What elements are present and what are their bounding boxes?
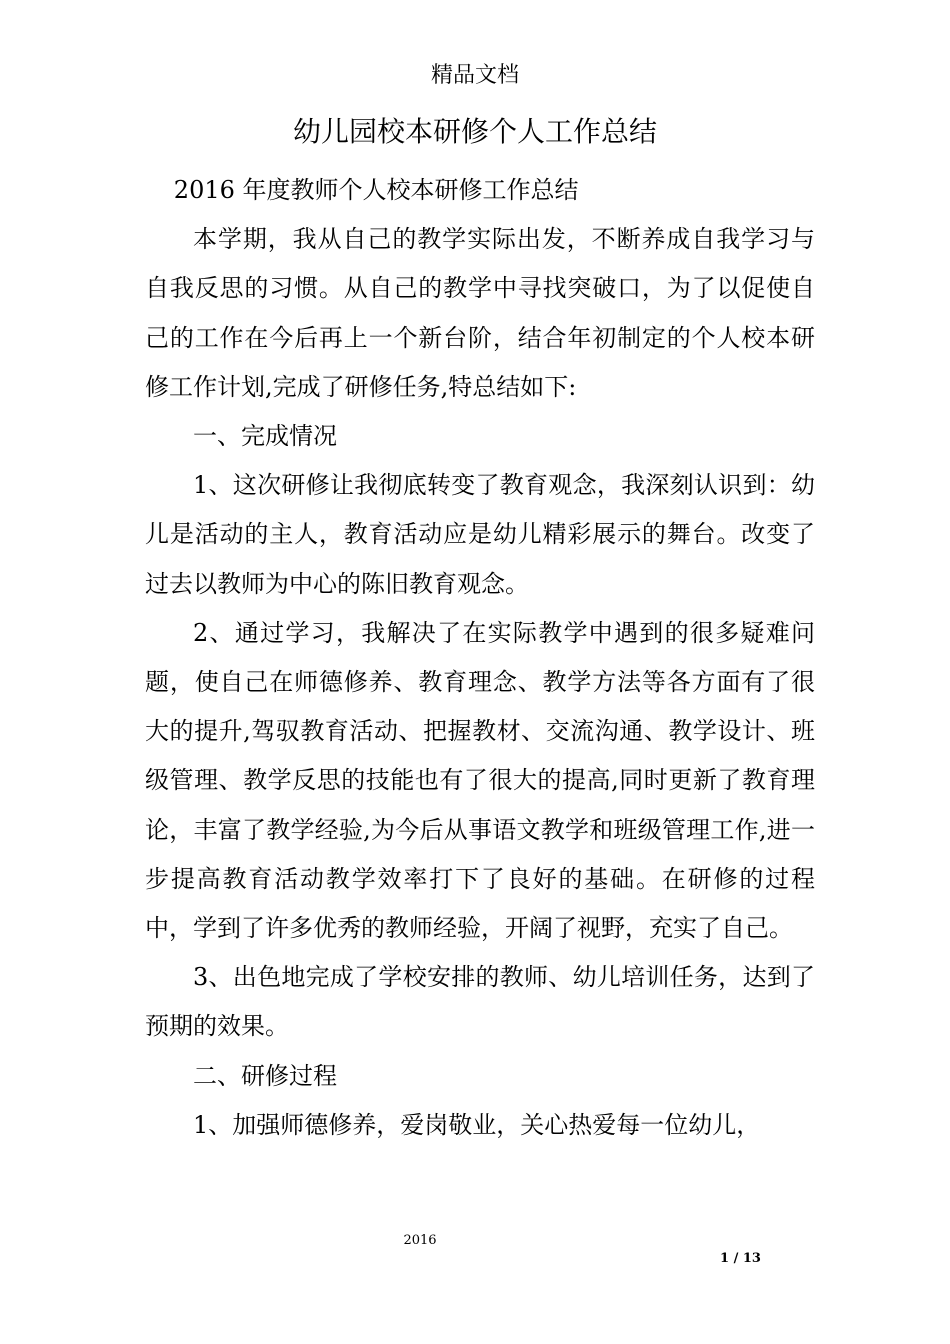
document-title: 幼儿园校本研修个人工作总结 [292, 115, 657, 148]
page-number: 1 / 13 [720, 1251, 761, 1266]
section-heading-completion: 一、完成情况 [193, 422, 337, 451]
document-subtitle: 2016 年度教师个人校本研修工作总结 [173, 176, 579, 204]
paragraph-intro: 本学期，我从自己的教学实际出发，不断养成自我学习与自我反思的习惯。从自己的教学中寻找突破口，为了以促使自己的工作在今后再上一个新台阶，结合年初制定的个人校本研修工作计划,完成了研修任务,特总结如下: [145, 225, 815, 401]
page-header: 精品文档 [430, 63, 519, 88]
paragraph-item: 3、出色地完成了学校安排的教师、幼儿培训任务，达到了预期的效果。 [145, 963, 815, 1041]
paragraph-item: 1、加强师德修养，爱岗敬业，关心热爱每一位幼儿， [193, 1110, 761, 1139]
footer-year: 2016 [403, 1233, 437, 1248]
document-body [145, 166, 815, 1150]
paragraph-item: 2、通过学习，我解决了在实际教学中遇到的很多疑难问题，使自己在师德修养、教育理念、教学方法等各方面有了很大的提升,驾驭教育活动、把握教材、交流沟通、教学设计、班级管理、教学反思的技能也有了很大的提高,同时更新了教育理论，丰富了教学经验,为今后从事语文教学和班级管理工作,进一步提高教育活动教学效率打下了良好的基础。在研修的过程中，学到了许多优秀的教师经验，开阔了视野，充实了自己。 [145, 618, 815, 943]
section-heading-process: 二、研修过程 [193, 1061, 337, 1090]
paragraph-item: 1、这次研修让我彻底转变了教育观念，我深刻认识到：幼儿是活动的主人，教育活动应是幼儿精彩展示的舞台。改变了过去以教师为中心的陈旧教育观念。 [145, 471, 815, 598]
